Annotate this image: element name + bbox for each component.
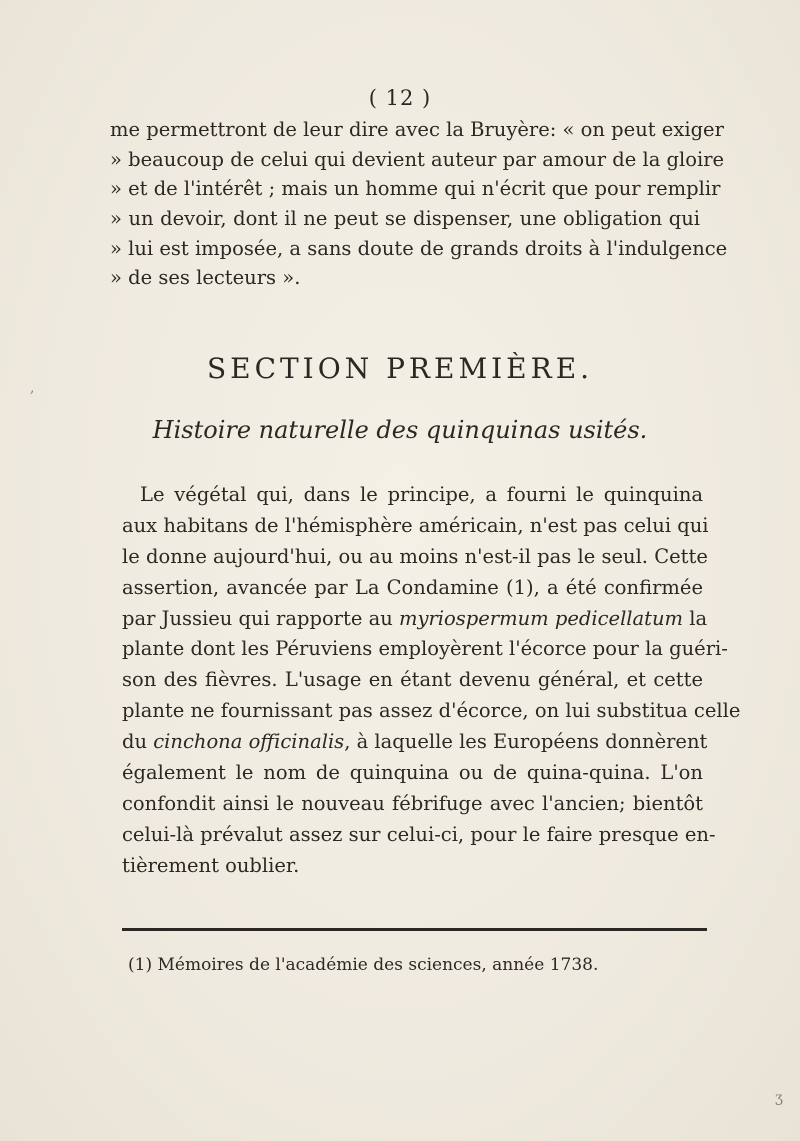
quote-line: » lui est imposée, a sans doute de grands droits à l'indulgence <box>110 236 728 260</box>
quote-line: » et de l'intérêt ; mais un homme qui n'écrit que pour remplir <box>110 177 721 201</box>
body-line: son des fièvres. L'usage en étant devenu général, et cette <box>122 668 703 692</box>
body-line <box>122 727 708 758</box>
page-number: ( 12 ) <box>368 86 432 110</box>
body-line: plante ne fournissant pas assez d'écorce, on lui substitua celle <box>122 699 741 723</box>
margin-speck: , <box>30 380 35 396</box>
body-line: assertion, avancée par La Condamine (1), a été confirmée <box>122 575 703 599</box>
quote-line: » un devoir, dont il ne peut se dispenser, une obligation qui <box>110 207 700 231</box>
margin-speck: ʒ <box>775 1090 783 1106</box>
body-line: également le nom de quinquina ou de quina-quina. L'on <box>122 761 703 785</box>
body-italic-run: cinchona officinalis <box>153 730 345 754</box>
footnote-rule <box>122 928 707 931</box>
body-line: Le végétal qui, dans le principe, a fourni le quinquina <box>140 483 703 506</box>
quote-line: » de ses lecteurs ». <box>110 266 301 290</box>
body-text-run: la <box>683 606 708 630</box>
footnote: (1) Mémoires de l'académie des sciences, année 1738. <box>128 955 599 975</box>
section-title: SECTION PREMIÈRE. <box>206 352 594 385</box>
quote-line: » beaucoup de celui qui devient auteur par amour de la gloire <box>110 147 725 171</box>
body-line: le donne aujourd'hui, ou au moins n'est-il pas le seul. Cette <box>122 544 708 568</box>
section-subtitle: Histoire naturelle des quinquinas usités. <box>152 416 648 444</box>
body-line <box>122 604 708 635</box>
quotation-block <box>110 115 728 293</box>
body-line: tièrement oublier. <box>122 853 300 877</box>
quote-line: me permettront de leur dire avec la Bruyère: « on peut exiger <box>110 118 724 141</box>
body-italic-run: myriospermum pedicellatum <box>398 606 684 630</box>
body-line: plante dont les Péruviens employèrent l'écorce pour la guéri- <box>122 637 728 661</box>
body-line: celui-là prévalut assez sur celui-ci, pour le faire presque en- <box>122 822 716 846</box>
body-line: confondit ainsi le nouveau fébrifuge avec l'ancien; bientôt <box>122 791 703 815</box>
body-text-run: , à laquelle les Européens donnèrent <box>344 730 708 754</box>
body-text-run: par Jussieu qui rapporte au <box>122 606 399 630</box>
body-line: aux habitans de l'hémisphère américain, n'est pas celui qui <box>122 513 709 537</box>
body-paragraph <box>122 480 741 882</box>
body-text-run: du <box>122 730 154 754</box>
